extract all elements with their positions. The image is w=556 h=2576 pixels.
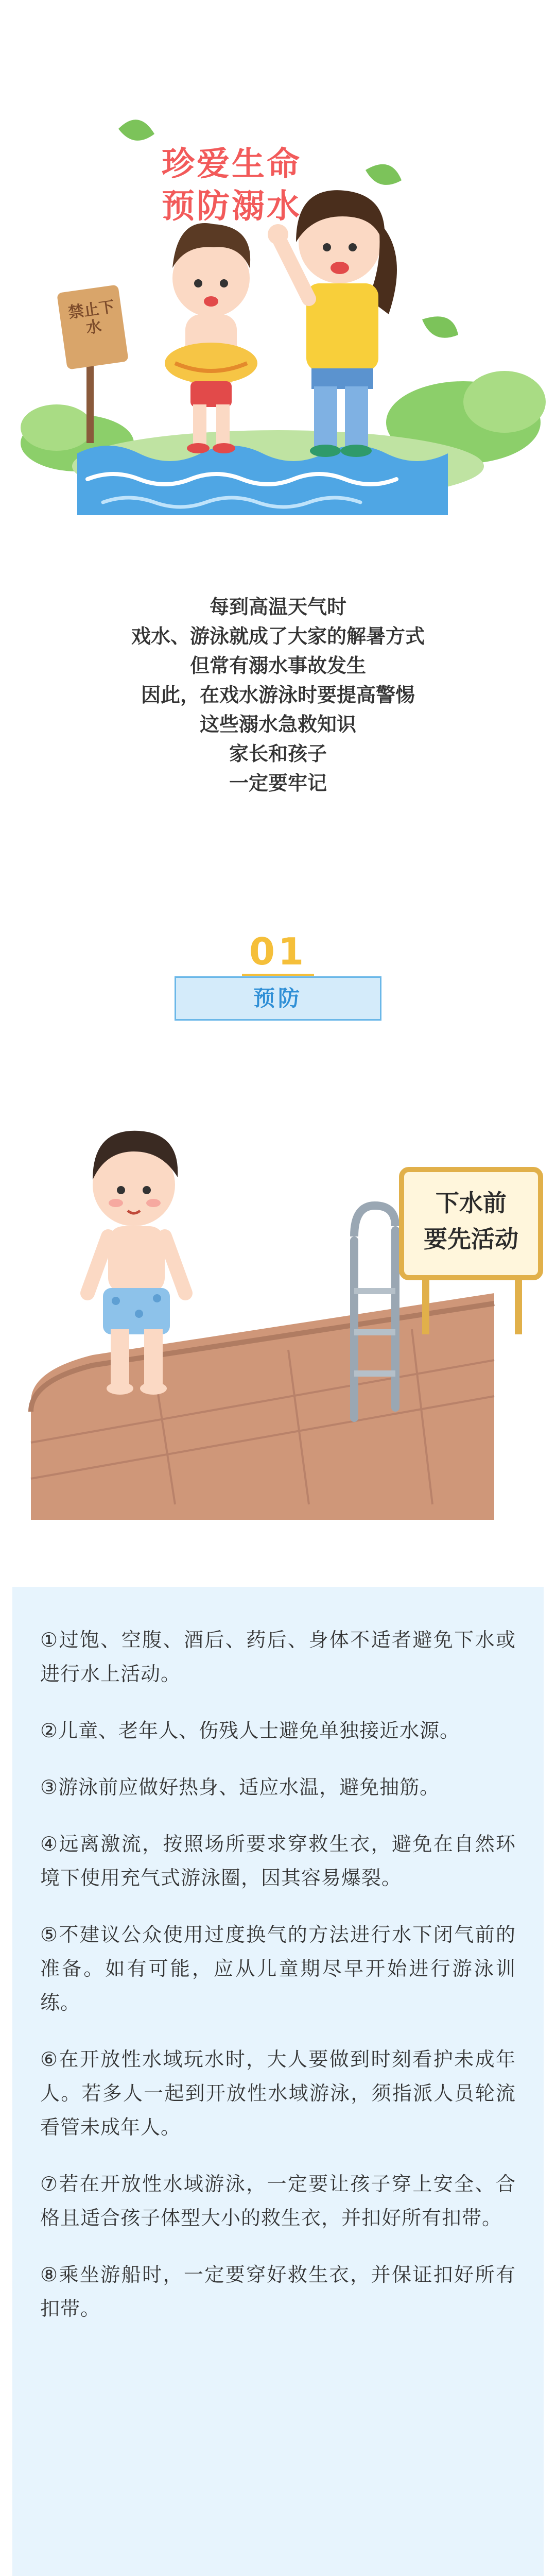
prevention-item: ③游泳前应做好热身、适应水温，避免抽筋。	[40, 1776, 440, 1799]
hero-title-line2: 预防溺水	[162, 188, 302, 226]
prevention-panel	[12, 1587, 544, 2576]
intro-line: 这些溺水急救知识	[199, 713, 356, 736]
prevention-item: ⑥在开放性水域玩水时，大人要做到时刻看护未成年人。若多人一起到开放性水域游泳，须指派人员轮流看管未成年人。	[40, 2048, 516, 2139]
prevention-item: ②儿童、老年人、伤残人士避免单独接近水源。	[40, 1719, 460, 1742]
intro-line: 一定要牢记	[229, 772, 327, 794]
hero-title-line1: 珍爱生命	[162, 145, 302, 183]
prevention-item: ⑧乘坐游船时，一定要穿好救生衣，并保证扣好所有扣带。	[40, 2263, 516, 2320]
pool-sign-text	[402, 1185, 541, 1257]
intro-line: 但常有溺水事故发生	[189, 654, 366, 677]
pool-sign-line2: 要先活动	[424, 1225, 518, 1253]
intro-text	[0, 592, 556, 798]
hero-sign-text: 禁止下水	[67, 298, 116, 337]
section1-number: 01	[249, 930, 307, 973]
prevention-item: ①过饱、空腹、酒后、药后、身体不适者避免下水或进行水上活动。	[40, 1629, 516, 1685]
hero-illustration	[0, 0, 556, 541]
prevention-item: ⑦若在开放性水域游泳，一定要让孩子穿上安全、合格且适合孩子体型大小的救生衣，并扣好所有扣带。	[40, 2173, 516, 2229]
hero-title	[129, 143, 335, 228]
pool-sign-line1: 下水前	[436, 1189, 507, 1217]
prevention-item: ④远离激流，按照场所要求穿救生衣，避免在自然环境下使用充气式游泳圈，因其容易爆裂。	[40, 1833, 516, 1889]
intro-line: 每到高温天气时	[209, 596, 346, 618]
prevention-item: ⑤不建议公众使用过度换气的方法进行水下闭气前的准备。如有可能，应从儿童期尽早开始进行游泳训练。	[40, 1923, 516, 2014]
intro-line: 因此，在戏水游泳时要提高警惕	[141, 684, 415, 706]
intro-line: 戏水、游泳就成了大家的解暑方式	[131, 625, 425, 648]
pool-illustration	[0, 1082, 556, 1520]
section1-tab: 预防	[175, 976, 381, 1021]
intro-line: 家长和孩子	[229, 742, 327, 765]
section1-number-underline	[242, 974, 314, 976]
